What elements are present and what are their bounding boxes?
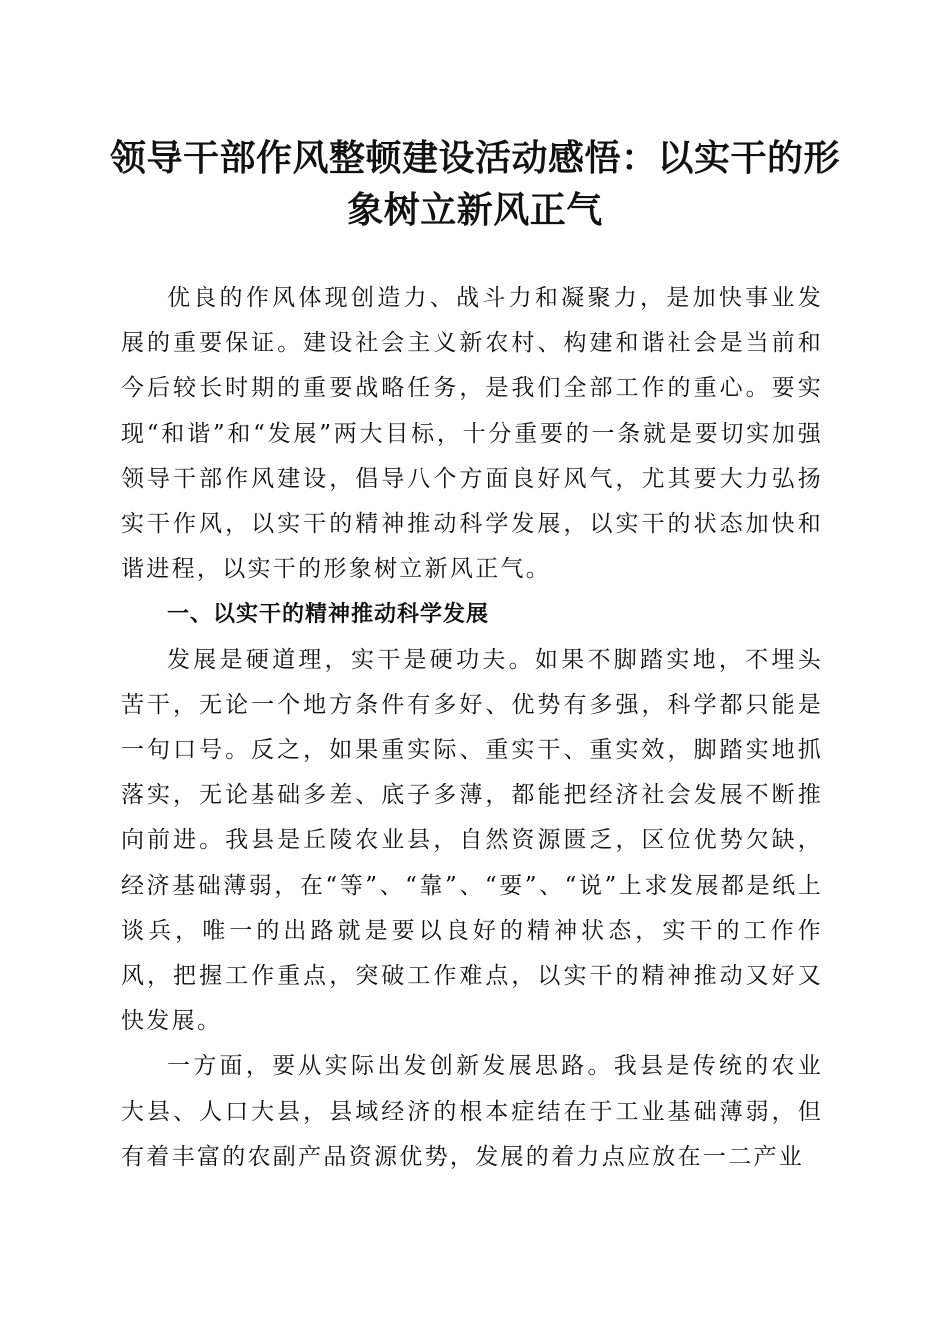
document-body [121,276,823,1180]
section-1-paragraph-2: 一方面，要从实际出发创新发展思路。我县是传统的农业大县、人口大县，县域经济的根本症结在于工业基础薄弱，但有着丰富的农副产品资源优势，发展的着力点应放在一二产业 [121,1053,823,1170]
section-heading-1: 一、以实干的精神推动科学发展 [167,602,490,628]
section-1-paragraph-1: 发展是硬道理，实干是硬功夫。如果不脚踏实地，不埋头苦干，无论一个地方条件有多好、优势有多强，科学都只能是一句口号。反之，如果重实际、重实干、重实效，脚踏实地抓落实，无论基础多差、底子多薄，都能把经济社会发展不断推向前进。我县是丘陵农业县，自然资源匮乏，区位优势欠缺，经济基础薄弱，在“等”、“靠”、“要”、“说”上求发展都是纸上谈兵，唯一的出路就是要以良好的精神状态，实干的工作作风，把握工作重点，突破工作难点，以实干的精神推动又好又快发展。 [121,646,823,1035]
document-title: 领导干部作风整顿建设活动感悟：以实干的形象树立新风正气 [109,137,840,231]
intro-paragraph: 优良的作风体现创造力、战斗力和凝聚力，是加快事业发展的重要保证。建设社会主义新农村、构建和谐社会是当前和今后较长时期的重要战略任务，是我们全部工作的重心。要实现“和谐”和“发展”两大目标，十分重要的一条就是要切实加强领导干部作风建设，倡导八个方面良好风气，尤其要大力弘扬实干作风，以实干的精神推动科学发展，以实干的状态加快和谐进程，以实干的形象树立新风正气。 [121,285,823,583]
